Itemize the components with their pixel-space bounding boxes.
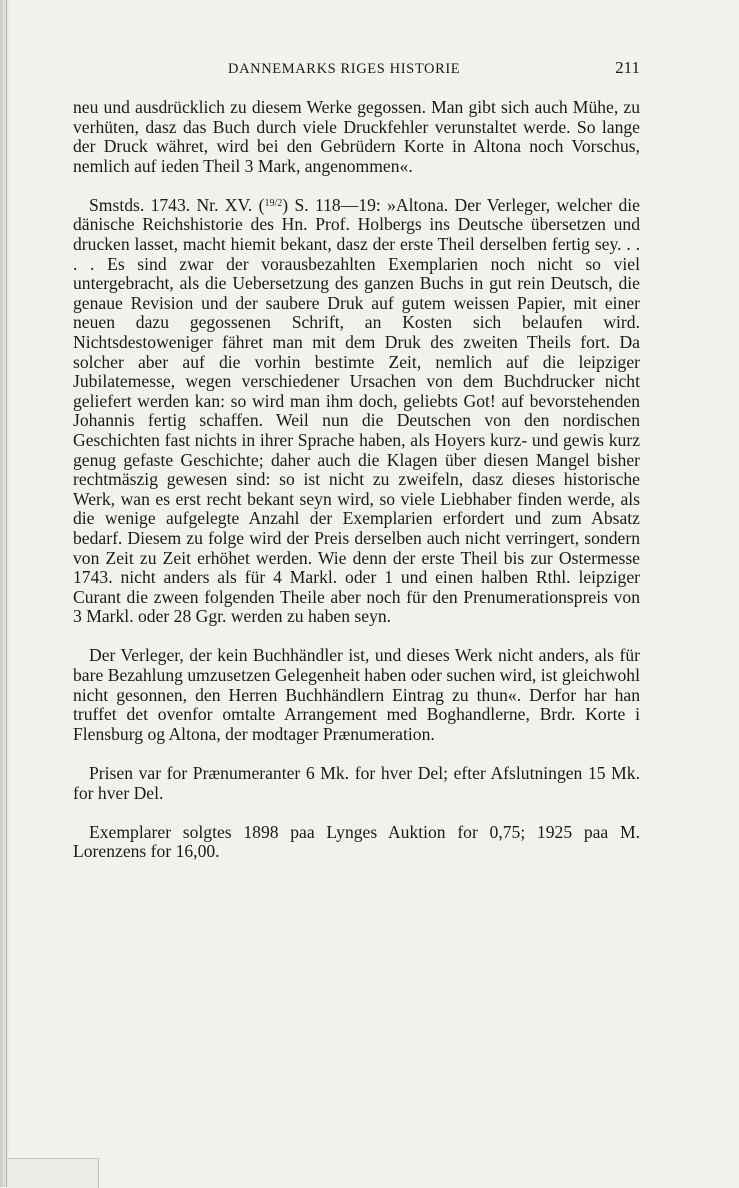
paragraph-2: [73, 196, 640, 627]
paragraph-4: Prisen var for Prænumeranter 6 Mk. for hver Del; efter Afslutningen 15 Mk. for hver Del.: [73, 762, 640, 803]
page-spine-shadow: [0, 0, 10, 1187]
page-spine-line: [6, 0, 7, 1187]
paragraph-2-date-fraction: 19/2: [264, 197, 283, 209]
page-header: [88, 58, 640, 82]
page-body: [73, 98, 640, 881]
paragraph-5: Exemplarer solgtes 1898 paa Lynges Auktion for 0,75; 1925 paa M. Lorenzens for 16,00.: [73, 821, 640, 862]
paragraph-3: Der Verleger, der kein Buchhändler ist, und dieses Werk nicht anders, als für bare Bezahlung umzusetzen Gelegenheit haben oder suchen wird, ist gleichwohl nicht gesonnen, den Herren Buchhändlern Eintrag zu thun«. Derfor har han truffet det ovenfor omtalte Arrangement med Boghandlerne, Brdr. Korte i Flensburg og Altona, der modtager Prænumeration.: [73, 645, 640, 744]
running-title: DANNEMARKS RIGES HISTORIE: [228, 61, 461, 77]
paragraph-1: neu und ausdrücklich zu diesem Werke gegossen. Man gibt sich auch Mühe, zu verhüten, dasz das Buch durch viele Druckfehler verunstaltet werde. So lange der Druck währet, wird bei den Gebrüdern Korte in Altona noch Vorschus, nemlich auf ieden Theil 3 Mark, angenommen«.: [73, 97, 640, 176]
page-corner-mark: [8, 1158, 99, 1188]
paragraph-2-text: ) S. 118—19: »Altona. Der Verleger, welcher die dänische Reichshistorie des Hn. Prof. Holbergs ins Deutsche übersetzen und drucken lasset, macht hiemit bekant, dasz der erste Theil derselben fertig sey. . . . . Es sind zwar der vorausbezahlten Exemplarien noch nicht so viel untergebracht, als die Uebersetzung des ganzen Buchs in gut rein Deutsch, die genaue Revision und der saubere Druk auf gutem weissen Papier, mit einer neuen dazu gegossenen Schrift, an Kosten sich belaufen wird. Nichtsdestoweniger fähret man mit dem Druk des zweiten Theils fort. Da solcher aber auf die vorhin bestimte Zeit, nemlich auf die leipziger Jubilatemesse, wegen verschiedener Ursachen von dem Buchdrucker nicht geliefert werden kan: so wird man ihm doch, geliebts Got! auf bevorstehenden Johannis fertig schaffen. Weil nun die Deutschen von den nordischen Geschichten fast nichts in ihrer Sprache haben, als Hoyers kurz- und gewis kurz genug gefaste Geschichte; daher auch die Klagen über diesen Mangel bisher rechtmäszig gewesen sind: so ist nicht zu zweifeln, dasz dieses historische Werk, wan es erst recht bekant seyn wird, so viele Liebhaber finden werde, als die wenige aufgelegte Anzahl der Exemplarien erfordert und zum Absatz bedarf. Diesem zu folge wird der Preis derselben auch nicht verringert, sondern von Zeit zu Zeit erhöhet werden. Wie denn der erste Theil bis zur Ostermesse 1743. nicht anders als für 4 Markl. oder 1 und einen halben Rthl. leipziger Curant die zween folgenden Theile aber noch für den Prenumerationspreis von 3 Markl. oder 28 Ggr. werden zu haben seyn.: [73, 194, 640, 627]
page-number: 211: [615, 58, 640, 77]
paragraph-2-prefix: Smstds. 1743. Nr. XV. (: [89, 194, 265, 215]
